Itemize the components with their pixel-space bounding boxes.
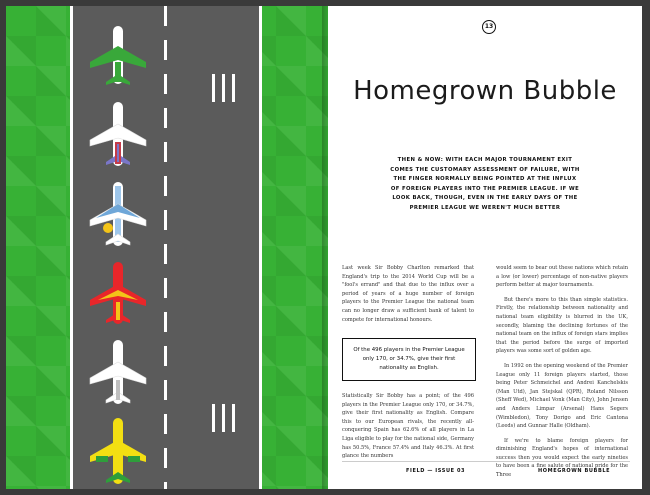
illustration-page	[6, 6, 328, 489]
pull-quote: Of the 496 players in the Premier League only 170, or 34.7%, give their first nationality as English.	[342, 338, 476, 381]
paragraph: If we're to blame foreign players for diminishing England's hopes of international success then you would expect the early nineties to have been a fine salute of national pride for the Three	[496, 437, 628, 479]
article-column-1-continued	[342, 392, 474, 467]
threshold-marking	[212, 404, 242, 432]
article-standfirst: THEN & NOW: WITH EACH MAJOR TOURNAMENT EXIT COMES THE CUSTOMARY ASSESSMENT OF FAILURE, WITH THE FINGER NORMALLY BEING POINTED AT THE INFLUX OF FOREIGN PLAYERS INTO THE PREMIER LEAGUE. IF WE LOOK BACK, THOUGH, EVEN IN THE EARLY DAYS OF THE PREMIER LEAGUE WE WEREN'T MUCH BETTER	[390, 157, 580, 211]
paragraph: But there's more to this than simple statistics. Firstly, the relationship between nationality and national team eligibility is blurred in the UK, secondly, blaming the declining fortunes of the national team on the influx of foreign stars implies that the period before the surge of imported players was some sort of golden age.	[496, 296, 628, 355]
airplane-icon	[88, 98, 148, 170]
article-column-2	[496, 264, 628, 486]
runway-edge-left	[70, 6, 73, 489]
footer-rule	[342, 461, 630, 462]
paragraph: would seem to bear out these nations which retain a low (or lower) percentage of non-native players perform better at major tournaments.	[496, 265, 628, 289]
article-title: Homegrown Bubble	[353, 76, 617, 106]
article-column-1	[342, 264, 474, 330]
runway-centerline	[164, 6, 167, 489]
article-page	[328, 6, 642, 489]
paragraph: Last week Sir Bobby Charlton remarked that England's trip to the 2014 World Cup will be a "fool's errand" and that due to the influx over a period of years of a huge number of foreign players to the Premier League the national team can no longer draw a sufficient bank of talent to compete for international honours.	[342, 265, 474, 323]
footer-issue: FIELD — ISSUE 03	[406, 468, 466, 474]
airplane-icon	[88, 178, 148, 250]
airplane-icon	[88, 258, 148, 328]
airplane-icon	[88, 22, 148, 88]
footer-article-title: HOMEGROWN BUBBLE	[538, 468, 611, 474]
airplane-icon	[88, 414, 148, 489]
threshold-marking	[212, 74, 242, 102]
paragraph: In 1992 on the opening weekend of the Premier League only 11 foreign players started, those being Peter Schmeichel and Andrei Kanchelskis (Man Utd), Jan Stejskal (QPR), Roland Nilsson (Sheff Wed), Michael Vonk (Man City), John Jensen and Anders Limpar (Arsenal) Hans Segers (Wimbledon), Tony Dorigo and Eric Cantona (Leeds) and Gunnar Halle (Oldham).	[496, 362, 628, 430]
paragraph: Statistically Sir Bobby has a point; of the 496 players in the Premier League only 170, or 34.7%, give their first nationality as English. Compare this to our European rivals, the recently all-conquering Spain has 62.6% of all players in La Liga eligible to play for the national side, Germany has 50.5%, France 57.4% and Italy 46.3%. At first glance the numbers	[342, 393, 474, 460]
magazine-spread	[6, 6, 642, 489]
airplane-icon	[88, 336, 148, 408]
runway-edge-right	[259, 6, 262, 489]
page-number: 13	[482, 20, 496, 34]
